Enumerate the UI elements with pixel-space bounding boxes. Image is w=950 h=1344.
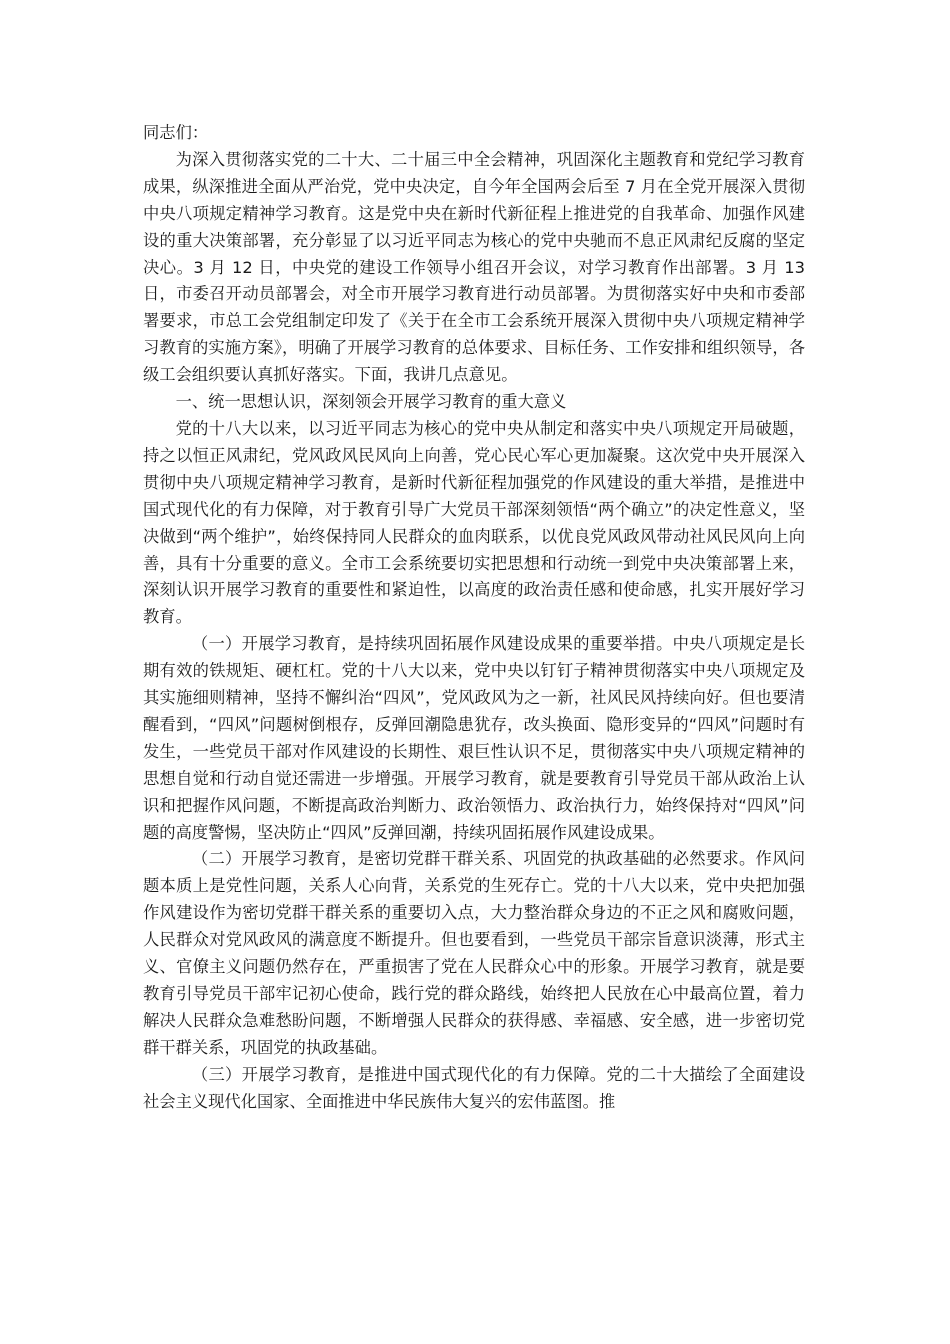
body-paragraph: 党的十八大以来，以习近平同志为核心的党中央从制定和落实中央八项规定开局破题，持之以恒正风肃纪，党风政风民风向上向善，党心民心军心更加凝聚。这次党中央开展深入贯彻中央八项规定精神学习教育，是新时代新征程加强党的作风建设的重大举措，是推进中国式现代化的有力保障，对于教育引导广大党员干部深刻领悟“两个确立”的决定性意义，坚决做到“两个维护”，始终保持同人民群众的血肉联系，以优良党风政风带动社风民风向上向善，具有十分重要的意义。全市工会系统要切实把思想和行动统一到党中央决策部署上来，深刻认识开展学习教育的重要性和紧迫性，以高度的政治责任感和使命感，扎实开展好学习教育。 (143, 418, 805, 627)
subsection-paragraph-2: （二）开展学习教育，是密切党群干群关系、巩固党的执政基础的必然要求。作风问题本质上是党性问题，关系人心向背，关系党的生死存亡。党的十八大以来，党中央把加强作风建设作为密切党群干群关系的重要切入点，大力整治群众身边的不正之风和腐败问题，人民群众对党风政风的满意度不断提升。但也要看到，一些党员干部宗旨意识淡薄，形式主义、官僚主义问题仍然存在，严重损害了党在人民群众心中的形象。开展学习教育，就是要教育引导党员干部牢记初心使命，践行党的群众路线，始终把人民放在心中最高位置，着力解决人民群众急难愁盼问题，不断增强人民群众的获得感、幸福感、安全感，进一步密切党群干群关系，巩固党的执政基础。 (143, 849, 805, 1057)
salutation: 同志们： (143, 123, 209, 142)
section-heading: 一、统一思想认识，深刻领会开展学习教育的重大意义 (175, 392, 567, 412)
document-body (143, 120, 805, 1116)
intro-paragraph: 为深入贯彻落实党的二十大、二十届三中全会精神，巩固深化主题教育和党纪学习教育成果，纵深推进全面从严治党，党中央决定，自今年全国两会后至 7 月在全党开展深入贯彻中央八项规定精神学习教育。这是党中央在新时代新征程上推进党的自我革命、加强作风建设的重大决策部署，充分彰显了以习近平同志为核心的党中央驰而不息正风肃纪反腐的坚定决心。3 月 12 日，中央党的建设工作领导小组召开会议，对学习教育作出部署。3 月 13 日，市委召开动员部署会，对全市开展学习教育进行动员部署。为贯彻落实好中央和市委部署要求，市总工会党组制定印发了《关于在全市工会系统开展深入贯彻中央八项规定精神学习教育的实施方案》，明确了开展学习教育的总体要求、目标任务、工作安排和组织领导，各级工会组织要认真抓好落实。下面，我讲几点意见。 (143, 149, 805, 385)
subsection-paragraph-3: （三）开展学习教育，是推进中国式现代化的有力保障。党的二十大描绘了全面建设社会主义现代化国家、全面推进中华民族伟大复兴的宏伟蓝图。推 (143, 1064, 805, 1111)
subsection-paragraph-1: （一）开展学习教育，是持续巩固拓展作风建设成果的重要举措。中央八项规定是长期有效的铁规矩、硬杠杠。党的十八大以来，党中央以钉钉子精神贯彻落实中央八项规定及其实施细则精神，坚持不懈纠治“四风”，党风政风为之一新，社风民风持续向好。但也要清醒看到，“四风”问题树倒根存，反弹回潮隐患犹存，改头换面、隐形变异的“四风”问题时有发生，一些党员干部对作风建设的长期性、艰巨性认识不足，贯彻落实中央八项规定精神的思想自觉和行动自觉还需进一步增强。开展学习教育，就是要教育引导党员干部从政治上认识和把握作风问题，不断提高政治判断力、政治领悟力、政治执行力，始终保持对“四风”问题的高度警惕，坚决防止“四风”反弹回潮，持续巩固拓展作风建设成果。 (143, 634, 805, 842)
